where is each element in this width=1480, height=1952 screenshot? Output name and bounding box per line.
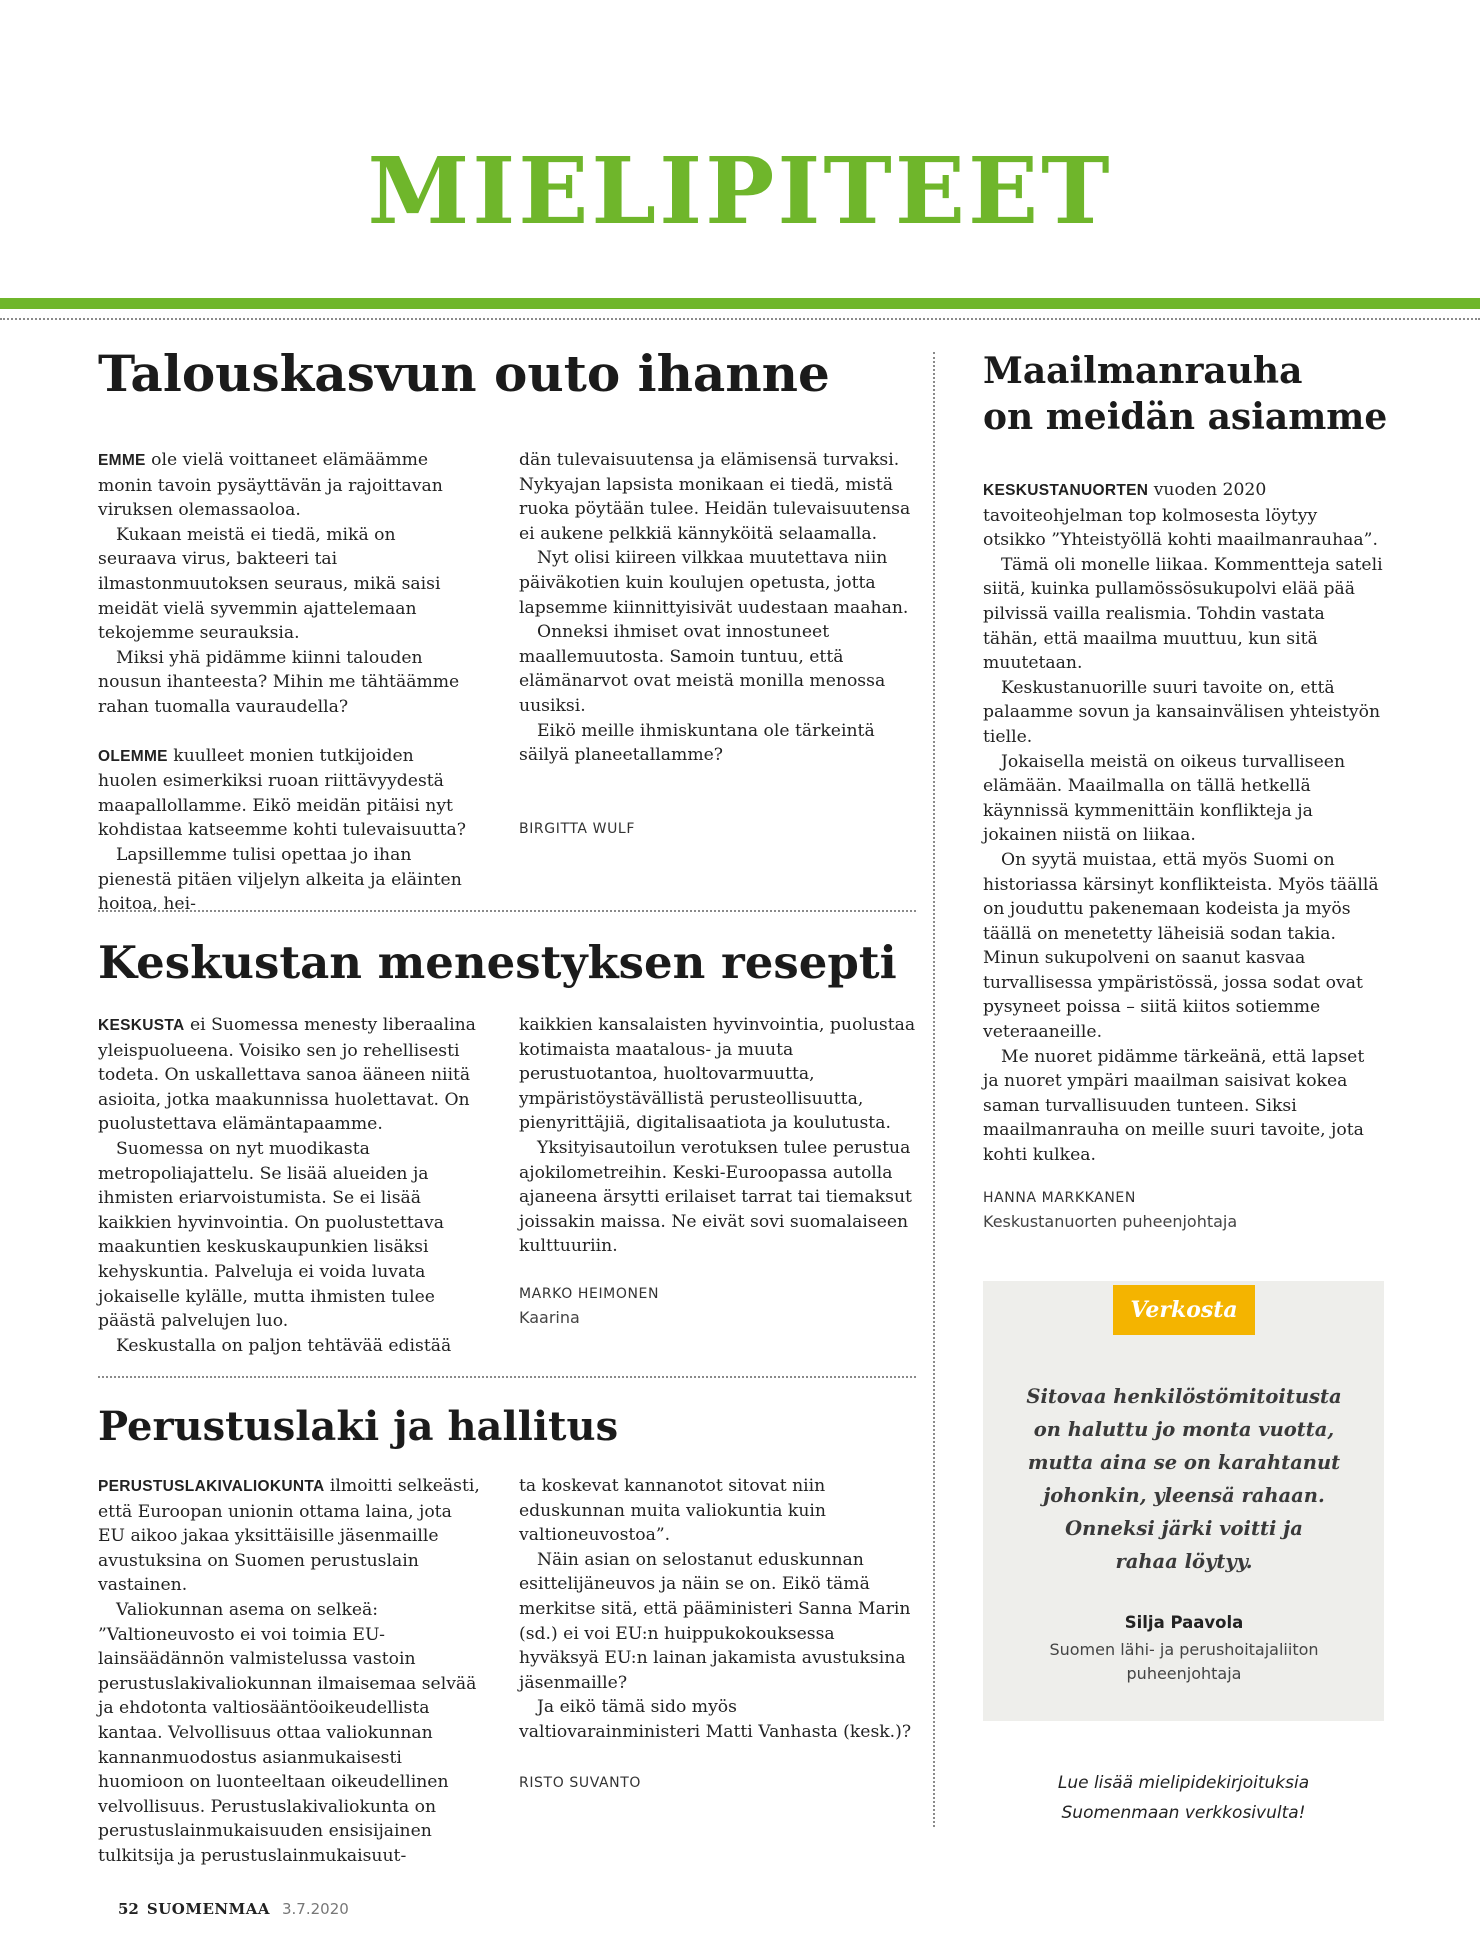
paragraph: Jokaisella meistä on oikeus turvalliseen elämään. Maailmalla on tällä hetkellä käynnissä kymmenittäin konflikteja ja jokainen niistä on liikaa. xyxy=(983,751,1346,846)
quote-title-line: puheenjohtaja xyxy=(1126,1664,1242,1683)
pull-quote xyxy=(1000,1380,1368,1578)
lead-word: KESKUSTA xyxy=(98,1017,185,1034)
article-headline-talous: Talouskasvun outo ihanne xyxy=(98,344,830,403)
paragraph: Valiokunnan asema on selkeä: ”Valtioneuvosto ei voi toimia EU-lainsäädännön valmistelussa vastoin perustuslakivaliokunnan ilmaisemaa selvää ja ehdotonta valtiosääntöoikeudellista kantaa. Velvollisuus ottaa valiokunnan kannanmuodostus asianmukaisesti huomioon on luonteeltaan oikeudellinen velvollisuus. Perustuslakivaliokunta on perustuslainmukaisuuden ensisijainen tulkitsija ja perustuslainmukaisuut- xyxy=(98,1599,477,1866)
paragraph: OLEMME kuulleet monien tutkijoiden huolen esimerkiksi ruoan riittävyydestä maapallollamme. Eikö meidän pitäisi nyt kohdistaa katseemme kohti tulevaisuutta? xyxy=(98,745,467,841)
paragraph: Kukaan meistä ei tiedä, mikä on seuraava virus, bakteeri tai ilmastonmuutoksen seuraus, mikä saisi meidät vielä syvemmin ajattelemaan tekojemme seurauksia. xyxy=(98,524,441,644)
article-rauha-body xyxy=(983,478,1383,1168)
dotted-divider-top xyxy=(0,318,1480,320)
dotted-divider-2 xyxy=(98,1376,916,1378)
read-more-line: Lue lisää mielipidekirjoituksia xyxy=(1057,1773,1310,1793)
article-keskusta-col1 xyxy=(98,1013,480,1358)
paragraph: Keskustanuorille suuri tavoite on, että palaamme sovun ja kansainvälisen yhteistyön tielle. xyxy=(983,677,1381,747)
lead-word: EMME xyxy=(98,452,146,469)
quote-line: rahaa löytyy. xyxy=(1115,1550,1253,1573)
paragraph: Onneksi ihmiset ovat innostuneet maallemuutosta. Samoin tuntuu, että elämänarvot ovat meistä monilla menossa uusiksi. xyxy=(519,622,886,716)
read-more-note xyxy=(983,1768,1384,1828)
lead-word: PERUSTUSLAKIVALIOKUNTA xyxy=(98,1478,325,1495)
article-keskusta-col2 xyxy=(519,1013,917,1259)
article-perustuslaki-col2 xyxy=(519,1474,917,1745)
paragraph: Nyt olisi kiireen vilkkaa muutettava niin päiväkotien kuin koulujen opetusta, jotta lapsemme kiinnittyisivät uudestaan maahan. xyxy=(519,548,909,618)
paragraph: Yksityisautoilun verotuksen tulee perustua ajokilometreihin. Keski-Euroopassa autolla ajaneena ärsytti erilaiset tarrat tai tiemaksut joissakin maissa. Ne eivät sovi suomalaiseen kulttuuriin. xyxy=(519,1137,912,1257)
article-talous-col2 xyxy=(519,448,917,768)
paragraph: kaikkien kansalaisten hyvinvointia, puolustaa kotimaista maatalous- ja muuta perustuotantoa, huoltovarmuutta, ympäristöystävällistä perusteollisuutta, pienyrittäjiä, digitalisaatiota ja koulutusta. xyxy=(519,1015,916,1134)
byline-perustuslaki: RISTO SUVANTO xyxy=(519,1775,642,1791)
paragraph: KESKUSTANUORTEN vuoden 2020 tavoiteohjelman top kolmosesta löytyy otsikko ”Yhteistyöllä kohti maailmanrauhaa”. xyxy=(983,480,1378,551)
lead-word: KESKUSTANUORTEN xyxy=(983,482,1149,499)
lead-word: OLEMME xyxy=(98,747,168,765)
quote-line: mutta aina se on karahtanut xyxy=(1027,1451,1341,1474)
quote-title-line: Suomen lähi- ja perushoitajaliiton xyxy=(1049,1640,1319,1659)
paragraph: dän tulevaisuutensa ja elämisensä turvaksi. Nykyajan lapsista monikaan ei tiedä, mistä ruoka pöytään tulee. Heidän tulevaisuutensa ei aukene pelkkiä kännyköitä selaamalla. xyxy=(519,450,911,544)
paragraph: EMME ole vielä voittaneet elämäämme monin tavoin pysäyttävän ja rajoittavan viruksen olemassaoloa. xyxy=(98,450,443,521)
paragraph: Ja eikö tämä sido myös valtiovarainministeri Matti Vanhasta (kesk.)? xyxy=(519,1697,912,1742)
byline-talous: BIRGITTA WULF xyxy=(519,821,635,837)
issue-date: 3.7.2020 xyxy=(281,1900,349,1918)
article-headline-rauha xyxy=(983,348,1387,440)
dotted-column-divider xyxy=(933,352,935,1827)
article-headline-keskusta: Keskustan menestyksen resepti xyxy=(98,936,897,989)
paragraph: On syytä muistaa, että myös Suomi on historiassa kärsinyt konflikteista. Myös täällä on jouduttu pakenemaan kodeista ja myös täällä on menetetty läheisiä sodan takia. Minun sukupolveni on saanut kasvaa turvallisessa ympäristössä, jossa sodat ovat pysyneet poissa – siitä kiitos sotiemme veteraaneille. xyxy=(983,849,1379,1043)
paragraph: Lapsillemme tulisi opettaa jo ihan pienestä pitäen viljelyn alkeita ja eläinten hoitoa, hei- xyxy=(98,844,462,915)
paragraph: Miksi yhä pidämme kiinni talouden nousun ihanteesta? Mihin me tähtäämme rahan tuomalla vauraudella? xyxy=(98,647,460,717)
paragraph: KESKUSTA ei Suomessa menesty liberaalina yleispuolueena. Voisiko sen jo rehellisesti todeta. On uskallettava sanoa ääneen niitä asioita, jotka maakunnissa huolettavat. On puolustettava elämäntapaamme. xyxy=(98,1015,476,1135)
paragraph: Me nuoret pidämme tärkeänä, että lapset ja nuoret ympäri maailman saisivat kokea saman turvallisuuden tunteen. Siksi maailmanrauha on meille suuri tavoite, jota kohti kulkea. xyxy=(983,1046,1365,1166)
dotted-divider-1 xyxy=(98,910,916,912)
quote-line: Onneksi järki voitti ja xyxy=(1065,1517,1303,1540)
page-number: 52 xyxy=(118,1900,139,1918)
quote-author-name: Silja Paavola xyxy=(1124,1613,1244,1632)
quote-line: on haluttu jo monta vuotta, xyxy=(1033,1418,1335,1441)
quote-line: johonkin, yleensä rahaan. xyxy=(1043,1484,1325,1507)
byline-rauha-title: Keskustanuorten puheenjohtaja xyxy=(983,1212,1238,1231)
paragraph: ta koskevat kannanotot sitovat niin eduskunnan muita valiokuntia kuin valtioneuvostoa”. xyxy=(519,1476,826,1546)
byline-rauha: HANNA MARKKANEN xyxy=(983,1190,1136,1206)
section-title: MIELIPITEET xyxy=(367,137,1113,245)
quote-line: Sitovaa henkilöstömitoitusta xyxy=(1026,1385,1342,1408)
byline-keskusta: MARKO HEIMONEN xyxy=(519,1286,660,1302)
paragraph: Näin asian on selostanut eduskunnan esittelijäneuvos ja näin se on. Eikö tämä merkitse sitä, että pääministeri Sanna Marin (sd.) ei voi EU:n huippukokouksessa hyväksyä EU:n lainan jakamista avustuksina jäsenmaille? xyxy=(519,1549,911,1693)
headline-line: on meidän asiamme xyxy=(983,396,1388,438)
magazine-name: SUOMENMAA xyxy=(146,1900,270,1918)
paragraph: Tämä oli monelle liikaa. Kommentteja sateli siitä, kuinka pullamössösukupolvi elää pää pilvissä vailla realismia. Tohdin vastata tähän, että maailma muuttuu, kun sitä muutetaan. xyxy=(983,554,1383,674)
paragraph: Suomessa on nyt muodikasta metropoliajattelu. Se lisää alueiden ja ihmisten eriarvoistumista. Se ei lisää kaikkien hyvinvointia. On puolustettava maakuntien keskuskaupunkien lisäksi kehyskuntia. Palveluja ei voida luvata jokaiselle kylälle, mutta ihmisten tulee päästä palvelujen luo. xyxy=(98,1138,444,1332)
quote-author-title xyxy=(1000,1638,1368,1686)
verkosta-tag: Verkosta xyxy=(1113,1285,1255,1335)
article-perustuslaki-col1 xyxy=(98,1474,480,1869)
section-divider-bar xyxy=(0,298,1480,309)
article-headline-perustuslaki: Perustuslaki ja hallitus xyxy=(98,1403,619,1450)
paragraph: PERUSTUSLAKIVALIOKUNTA ilmoitti selkeästi, että Euroopan unionin ottama laina, jota EU aikoo jakaa yksittäisille jäsenmaille avustuksina on Suomen perustuslain vastainen. xyxy=(98,1476,480,1596)
paragraph: Eikö meille ihmiskuntana ole tärkeintä säilyä planeetallamme? xyxy=(519,720,875,766)
byline-keskusta-place: Kaarina xyxy=(519,1308,580,1327)
read-more-line: Suomenmaan verkkosivulta! xyxy=(1061,1803,1306,1823)
paragraph: Keskustalla on paljon tehtävää edistää xyxy=(116,1335,452,1356)
headline-line: Maailmanrauha xyxy=(983,350,1303,392)
page-footer xyxy=(118,1900,349,1918)
article-talous-col1 xyxy=(98,448,478,917)
